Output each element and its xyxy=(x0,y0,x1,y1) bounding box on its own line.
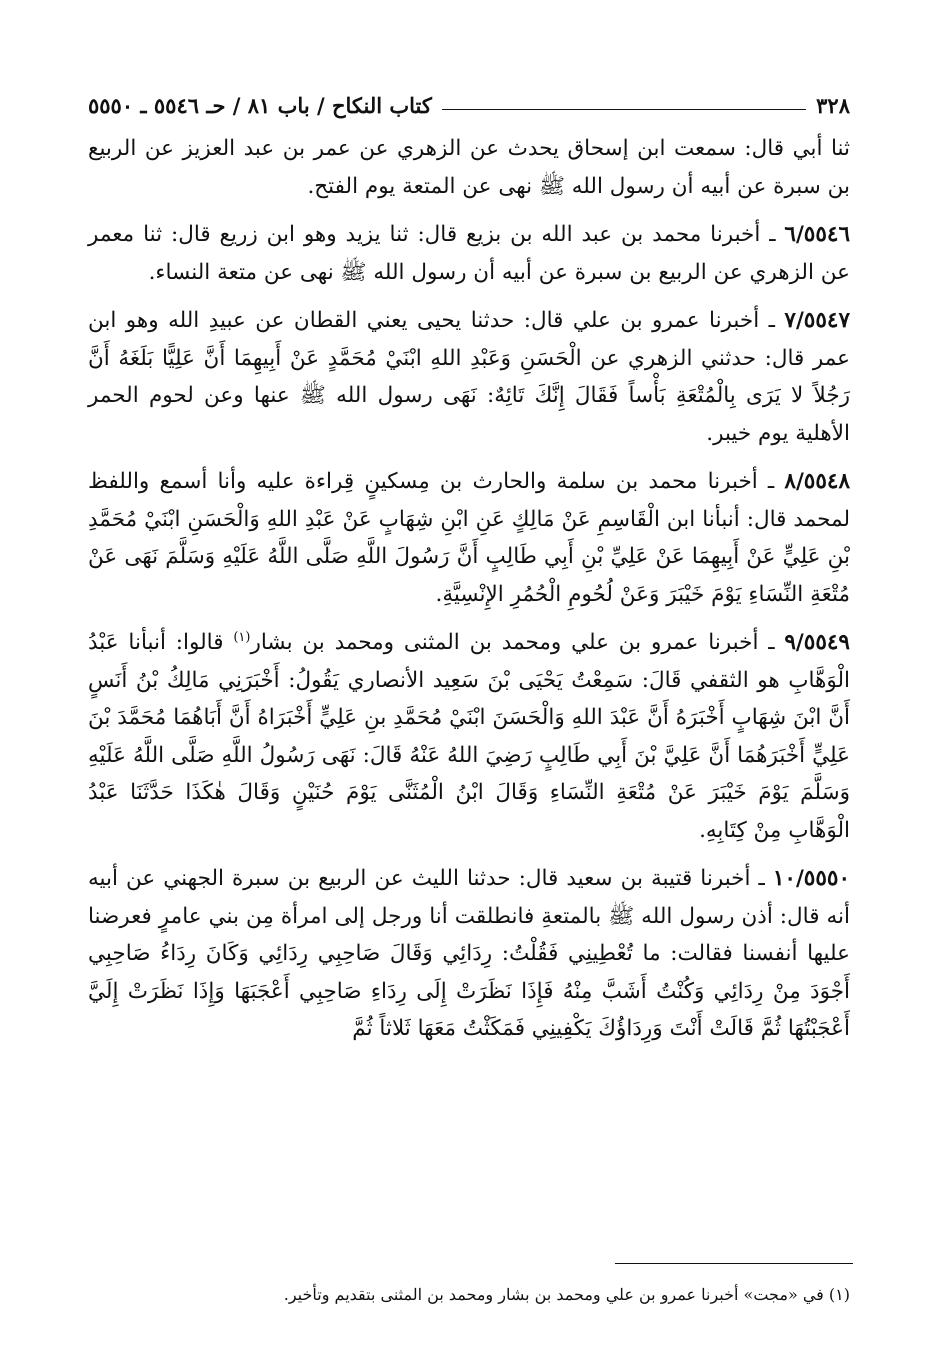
footnote-reference[interactable]: (١) xyxy=(233,629,251,645)
hadith-text: ـ أخبرنا محمد بن سلمة والحارث بن مِسكينٍ قِراءة عليه وأنا أسمع واللفظ لمحمد قال: أنبأنا ابن الْقَاسِمِ عَنْ مَالِكٍ عَنِ ابْنِ شِهَابٍ عَنْ عَبْدِ اللهِ وَالْحَسَنِ ابْنَيْ مُحَمَّدِ بْنِ عَلِيٍّ عَنْ أَبِيهِمَا عَنْ عَلِيِّ بْنِ أَبِي طَالِبٍ أَنَّ رَسُولَ اللَّهِ صَلَّى اللَّهُ عَلَيْهِ وَسَلَّمَ نَهَى عَنْ مُتْعَةِ النِّسَاءِ يَوْمَ خَيْبَرَ وَعَنْ لُحُومِ الْحُمُرِ الإِنْسِيَّةِ. xyxy=(88,469,850,607)
hadith-number: ١٠/٥٥٥٠ xyxy=(772,866,850,891)
hadith-text: ـ أخبرنا محمد بن عبد الله بن بزيع قال: ثنا يزيد وهو ابن زريع قال: ثنا معمر عن الزهري عن الربيع بن سبرة عن أبيه أن رسول الله ﷺ نهى عن متعة النساء. xyxy=(88,222,850,285)
footnote-text: في «مجت» أخبرنا عمرو بن علي ومحمد بن بشار ومحمد بن المثنى بتقديم وتأخير. xyxy=(283,1285,824,1304)
hadith-number: ٩/٥٥٤٩ xyxy=(784,630,850,655)
footnote xyxy=(88,1283,850,1307)
footnote-marker: (١) xyxy=(828,1285,850,1304)
footnote-divider xyxy=(615,1263,853,1264)
hadith-number: ٧/٥٥٤٧ xyxy=(784,308,850,333)
hadith-text: قالوا: أنبأنا عَبْدُ الْوَهَّابِ هو الثقفي قَالَ: سَمِعْتُ يَحْيَى بْنَ سَعِيد الأنصاري يَقُولُ: أَخْبَرَنِي مَالِكُ بْنُ أَنَسٍ أَنَّ ابْنَ شِهَابٍ أَخْبَرَهُ أَنَّ عَبْدَ اللهِ وَالْحَسَنَ ابْنَيْ مُحَمَّدِ بنِ عَلِيٍّ أَخْبَرَاهُ أَنَّ أَبَاهُمَا مُحَمَّدَ بْنَ عَلِيٍّ أَخْبَرَهُمَا أَنَّ عَلِيَّ بْنَ أَبِي طَالِبٍ رَضِيَ اللهُ عَنْهُ قَالَ: نَهَى رَسُولُ اللَّهِ صَلَّى اللَّهُ عَلَيْهِ وَسَلَّمَ يَوْمَ خَيْبَرَ عَنْ مُتْعَةِ النِّسَاءِ وَقَالَ ابْنُ الْمُثَنَّى يَوْمَ حُنَيْنٍ وَقَالَ هٰكَذَا حَدَّثَنَا عَبْدُ الْوَهَّابِ مِنْ كِتَابِهِ. xyxy=(88,630,850,843)
page-number: ٣٢٨ xyxy=(816,93,850,118)
hadith-text-before-ref: ـ أخبرنا عمرو بن علي ومحمد بن المثنى ومحمد بن بشار xyxy=(250,630,775,655)
page-header xyxy=(88,78,850,118)
hadith-text: ـ أخبرنا عمرو بن علي قال: حدثنا يحيى يعني القطان عن عبيدِ الله وهو ابن عمر قال: حدثني الزهري عن الْحَسَنِ وَعَبْدِ اللهِ ابْنَيْ مُحَمَّدٍ عَنْ أَبِيهِمَا أَنَّ عَلِيًّا بَلَغَهُ أَنَّ رَجُلاً لا يَرَى بِالْمُتْعَةِ بَأْساً فَقَالَ إِنَّكَ تَائِهٌ: نَهَى رسول الله ﷺ عنها وعن لحوم الحمر الأهلية يوم خيبر. xyxy=(88,308,850,446)
hadith-5546 xyxy=(88,216,850,291)
hadith-number: ٦/٥٥٤٦ xyxy=(784,222,850,247)
hadith-text: ثنا أبي قال: سمعت ابن إسحاق يحدث عن الزهري عن عمر بن عبد العزيز عن الربيع بن سبرة عن أبيه أن رسول الله ﷺ نهى عن المتعة يوم الفتح. xyxy=(88,136,850,199)
hadith-text: ـ أخبرنا قتيبة بن سعيد قال: حدثنا الليث عن الربيع بن سبرة الجهني عن أبيه أنه قال: أذن رسول الله ﷺ بالمتعةِ فانطلقت أنا ورجل إلى امرأة مِن بني عامرٍ فعرضنا عليها أنفسنا فقالت: ما تُعْطِينِي فَقُلْتُ: رِدَائِي وَقَالَ صَاحِبِي رِدَائِي وَكَانَ رِدَاءُ صَاحِبِي أَجْوَدَ مِنْ رِدَائِي وَكُنْتُ أَشَبَّ مِنْهُ فَإِذَا نَظَرَتْ إِلَى رِدَاءِ صَاحِبِي أَعْجَبَهَا وَإِذَا نَظَرَتْ إِلَيَّ أَعْجَبْتُهَا ثُمَّ قَالَتْ أَنْتَ وَرِدَاؤُكَ يَكْفِينِي فَمَكَثْتُ مَعَهَا ثَلاثاً ثُمَّ xyxy=(88,866,850,1041)
page xyxy=(88,78,850,1048)
hadith-continuation xyxy=(88,130,850,205)
hadith-number: ٨/٥٥٤٨ xyxy=(784,469,850,494)
running-title: كتاب النكاح / باب ٨١ / حـ ٥٥٤٦ ـ ٥٥٥٠ xyxy=(88,93,432,118)
hadith-5549 xyxy=(88,624,850,849)
hadith-5548 xyxy=(88,463,850,613)
hadith-5547 xyxy=(88,302,850,452)
hadith-5550 xyxy=(88,860,850,1048)
header-rule xyxy=(442,109,806,110)
